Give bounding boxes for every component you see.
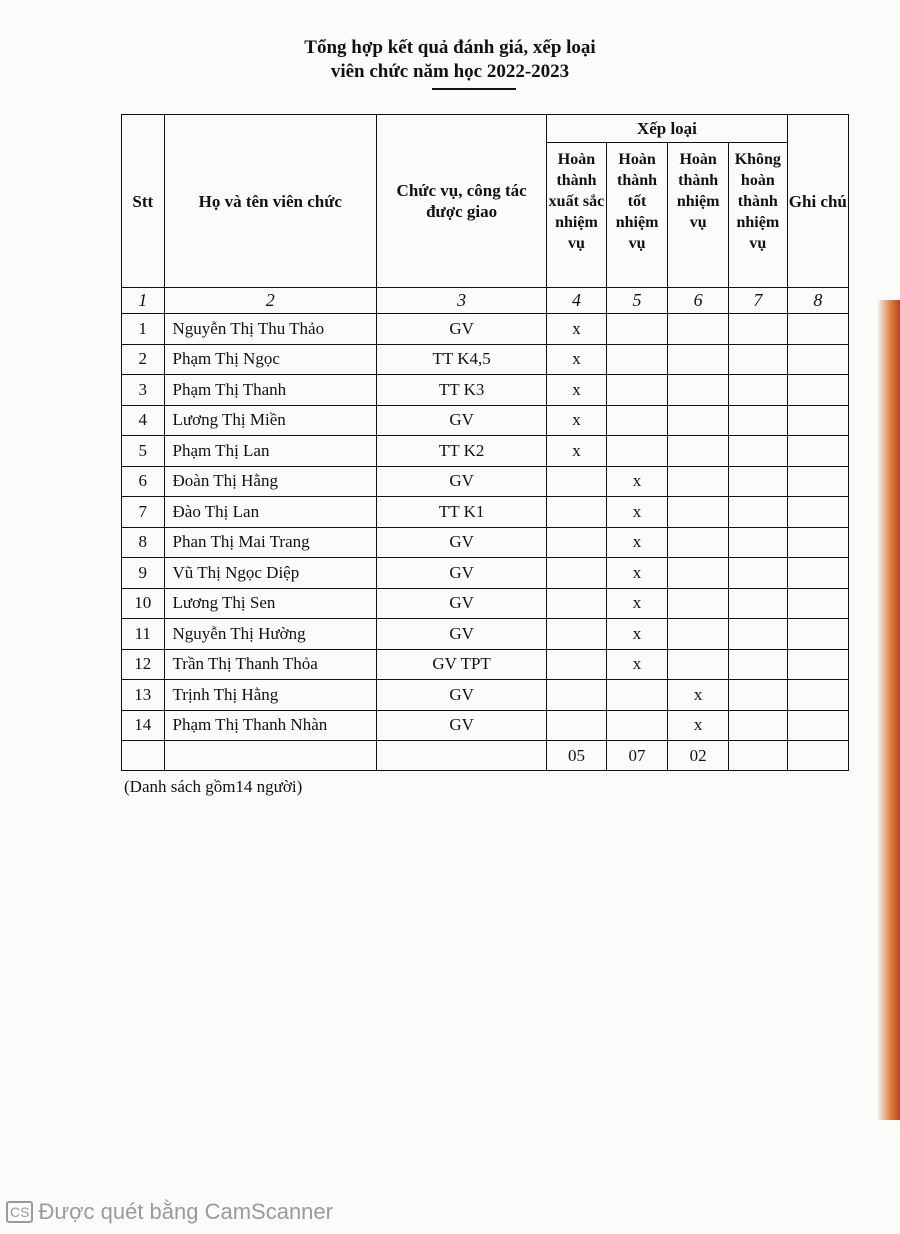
cell-c7 <box>728 710 787 741</box>
cell-c5: x <box>606 588 668 619</box>
table-row <box>122 588 849 619</box>
cell-stt: 6 <box>122 466 165 497</box>
cell-stt: 5 <box>122 436 165 467</box>
cell-c5: x <box>606 466 668 497</box>
cell-position: TT K3 <box>377 375 547 406</box>
cell-stt: 4 <box>122 405 165 436</box>
cell-note <box>787 314 848 345</box>
title-line-1: Tổng hợp kết quả đánh giá, xếp loại <box>304 37 596 58</box>
cell-position: GV <box>377 527 547 558</box>
cell-name: Phạm Thị Ngọc <box>164 344 377 375</box>
camscanner-logo-icon: CS <box>6 1201 33 1223</box>
cell-stt: 8 <box>122 527 165 558</box>
cell-stt: 12 <box>122 649 165 680</box>
cell-c5 <box>606 680 668 711</box>
cell-position: TT K2 <box>377 436 547 467</box>
column-number: 3 <box>377 288 547 314</box>
table-row <box>122 710 849 741</box>
cell-stt: 3 <box>122 375 165 406</box>
cell-note <box>787 375 848 406</box>
cell-name: Trần Thị Thanh Thỏa <box>164 649 377 680</box>
cell-c7 <box>728 314 787 345</box>
cell-stt: 13 <box>122 680 165 711</box>
cell-c7 <box>728 344 787 375</box>
header-complete: Hoàn thành nhiệm vụ <box>668 143 729 288</box>
cell-c5 <box>606 344 668 375</box>
cell-c7 <box>728 527 787 558</box>
cell-position: GV <box>377 710 547 741</box>
cell-position: GV <box>377 680 547 711</box>
cell-c6 <box>668 436 729 467</box>
cell-c4 <box>547 710 607 741</box>
scan-edge <box>878 300 900 1120</box>
cell-c6 <box>668 466 729 497</box>
column-number: 6 <box>668 288 729 314</box>
cell-c7 <box>728 588 787 619</box>
total-excellent: 05 <box>547 741 607 771</box>
watermark-text: Được quét bằng CamScanner <box>38 1199 333 1224</box>
column-number: 2 <box>164 288 377 314</box>
cell-c6 <box>668 619 729 650</box>
camscanner-watermark <box>6 1199 333 1225</box>
cell-c4: x <box>547 344 607 375</box>
cell-c4 <box>547 649 607 680</box>
table-row <box>122 405 849 436</box>
cell-name: Phạm Thị Lan <box>164 436 377 467</box>
cell-stt: 11 <box>122 619 165 650</box>
cell-c7 <box>728 680 787 711</box>
cell-note <box>787 436 848 467</box>
table-row <box>122 497 849 528</box>
cell-position: TT K1 <box>377 497 547 528</box>
cell-c4 <box>547 680 607 711</box>
document-title <box>0 36 900 84</box>
column-number: 1 <box>122 288 165 314</box>
cell-position: TT K4,5 <box>377 344 547 375</box>
cell-c7 <box>728 405 787 436</box>
cell-c6 <box>668 344 729 375</box>
cell-name: Nguyễn Thị Hường <box>164 619 377 650</box>
total-complete: 02 <box>668 741 729 771</box>
cell-c4 <box>547 466 607 497</box>
cell-c4 <box>547 497 607 528</box>
column-number: 7 <box>728 288 787 314</box>
list-count-note: (Danh sách gồm14 người) <box>124 777 303 796</box>
cell-c7 <box>728 558 787 589</box>
cell-c4: x <box>547 314 607 345</box>
cell-c4 <box>547 619 607 650</box>
table-row <box>122 527 849 558</box>
column-number: 8 <box>787 288 848 314</box>
cell-note <box>787 497 848 528</box>
cell-c5: x <box>606 497 668 528</box>
cell-c4 <box>547 558 607 589</box>
cell-position: GV <box>377 405 547 436</box>
cell-c6 <box>668 405 729 436</box>
header-excellent: Hoàn thành xuất sắc nhiệm vụ <box>547 143 607 288</box>
cell-note <box>787 405 848 436</box>
cell-c5 <box>606 405 668 436</box>
cell-note <box>787 588 848 619</box>
cell-c5 <box>606 375 668 406</box>
evaluation-table <box>121 114 849 771</box>
cell-c6 <box>668 558 729 589</box>
cell-name: Phan Thị Mai Trang <box>164 527 377 558</box>
table-row <box>122 619 849 650</box>
cell-c4: x <box>547 405 607 436</box>
table-row <box>122 680 849 711</box>
cell-stt: 9 <box>122 558 165 589</box>
cell-name: Lương Thị Sen <box>164 588 377 619</box>
cell-c5 <box>606 314 668 345</box>
cell-c6 <box>668 314 729 345</box>
header-position: Chức vụ, công tác được giao <box>377 115 547 288</box>
cell-position: GV <box>377 314 547 345</box>
header-classification: Xếp loại <box>547 115 788 143</box>
cell-c5: x <box>606 649 668 680</box>
cell-note <box>787 344 848 375</box>
cell-stt: 7 <box>122 497 165 528</box>
cell-c4: x <box>547 375 607 406</box>
header-note: Ghi chú <box>787 115 848 288</box>
title-underline <box>432 88 516 90</box>
cell-name: Nguyễn Thị Thu Thảo <box>164 314 377 345</box>
table-row <box>122 558 849 589</box>
table-row <box>122 466 849 497</box>
cell-note <box>787 558 848 589</box>
table-row <box>122 375 849 406</box>
cell-note <box>787 710 848 741</box>
cell-c7 <box>728 497 787 528</box>
cell-note <box>787 466 848 497</box>
header-stt: Stt <box>122 115 165 288</box>
table-row <box>122 649 849 680</box>
cell-stt: 14 <box>122 710 165 741</box>
cell-position: GV <box>377 619 547 650</box>
cell-c7 <box>728 466 787 497</box>
cell-c6 <box>668 588 729 619</box>
cell-c5 <box>606 436 668 467</box>
header-good: Hoàn thành tốt nhiệm vụ <box>606 143 668 288</box>
cell-c6 <box>668 649 729 680</box>
cell-c6 <box>668 527 729 558</box>
cell-name: Đoàn Thị Hằng <box>164 466 377 497</box>
cell-c7 <box>728 375 787 406</box>
cell-c5: x <box>606 527 668 558</box>
total-good: 07 <box>606 741 668 771</box>
cell-note <box>787 680 848 711</box>
cell-note <box>787 619 848 650</box>
cell-c4 <box>547 527 607 558</box>
cell-note <box>787 527 848 558</box>
cell-stt: 1 <box>122 314 165 345</box>
cell-stt: 10 <box>122 588 165 619</box>
cell-c6: x <box>668 710 729 741</box>
cell-c7 <box>728 436 787 467</box>
cell-c4 <box>547 588 607 619</box>
table-row <box>122 436 849 467</box>
header-name: Họ và tên viên chức <box>164 115 377 288</box>
cell-c5: x <box>606 619 668 650</box>
column-number: 4 <box>547 288 607 314</box>
cell-name: Vũ Thị Ngọc Diệp <box>164 558 377 589</box>
cell-c4: x <box>547 436 607 467</box>
cell-note <box>787 649 848 680</box>
table-row <box>122 344 849 375</box>
column-number: 5 <box>606 288 668 314</box>
totals-row <box>122 741 849 771</box>
cell-name: Phạm Thị Thanh <box>164 375 377 406</box>
cell-position: GV TPT <box>377 649 547 680</box>
header-incomplete: Không hoàn thành nhiệm vụ <box>728 143 787 288</box>
cell-c5 <box>606 710 668 741</box>
cell-position: GV <box>377 558 547 589</box>
cell-position: GV <box>377 588 547 619</box>
table-row <box>122 314 849 345</box>
title-line-2: viên chức năm học 2022-2023 <box>330 61 570 82</box>
cell-name: Trịnh Thị Hằng <box>164 680 377 711</box>
cell-c6: x <box>668 680 729 711</box>
cell-position: GV <box>377 466 547 497</box>
cell-c6 <box>668 375 729 406</box>
cell-name: Lương Thị Miền <box>164 405 377 436</box>
cell-name: Phạm Thị Thanh Nhàn <box>164 710 377 741</box>
cell-c7 <box>728 619 787 650</box>
cell-c7 <box>728 649 787 680</box>
cell-name: Đào Thị Lan <box>164 497 377 528</box>
cell-c5: x <box>606 558 668 589</box>
cell-stt: 2 <box>122 344 165 375</box>
cell-c6 <box>668 497 729 528</box>
